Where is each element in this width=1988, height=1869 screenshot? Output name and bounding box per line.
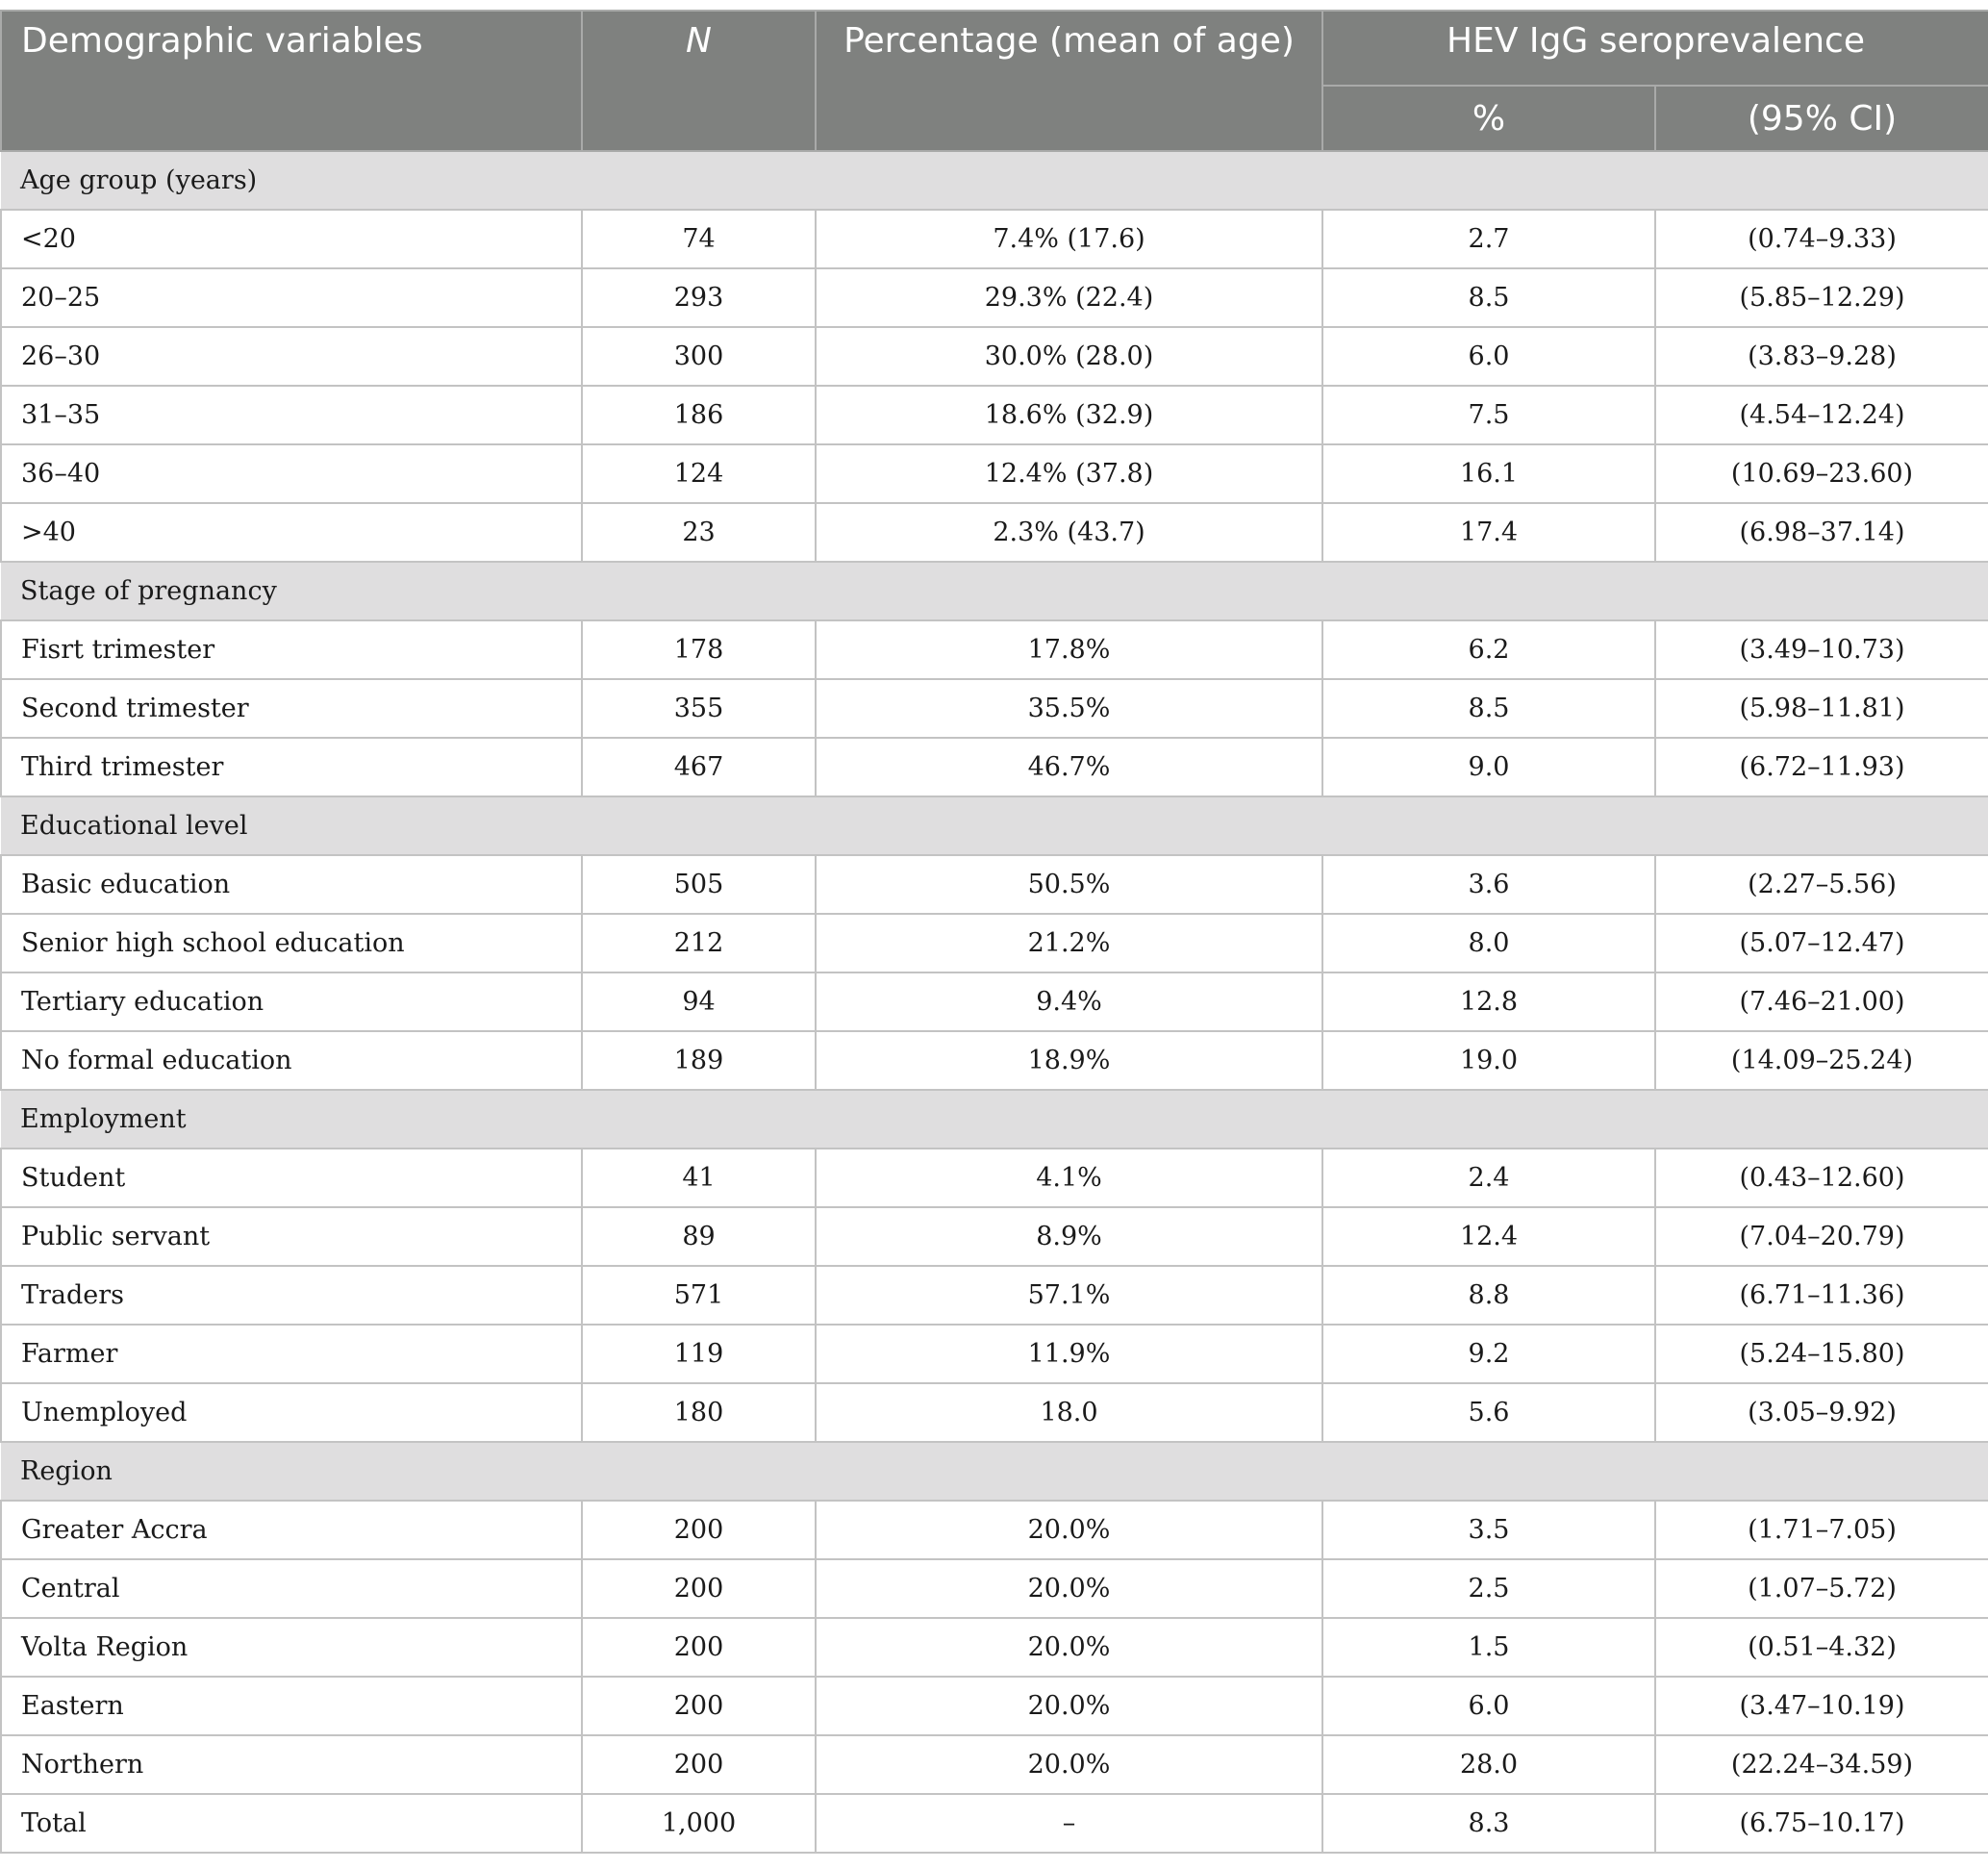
cell-percentage: 20.0% xyxy=(816,1618,1322,1677)
cell-n: 200 xyxy=(582,1677,816,1735)
cell-seroprevalence: 8.0 xyxy=(1322,914,1655,972)
table-row xyxy=(1,1559,1988,1618)
cell-seroprevalence: 9.0 xyxy=(1322,738,1655,796)
cell-confidence-interval: (7.46–21.00) xyxy=(1655,972,1988,1031)
table-row xyxy=(1,855,1988,914)
cell-confidence-interval: (3.83–9.28) xyxy=(1655,327,1988,386)
cell-seroprevalence: 8.8 xyxy=(1322,1266,1655,1325)
table-row xyxy=(1,914,1988,972)
cell-variable: No formal education xyxy=(1,1031,582,1090)
cell-confidence-interval: (4.54–12.24) xyxy=(1655,386,1988,444)
group-title: Region xyxy=(1,1442,1988,1501)
table-row xyxy=(1,1266,1988,1325)
cell-n: 200 xyxy=(582,1501,816,1559)
cell-confidence-interval: (10.69–23.60) xyxy=(1655,444,1988,503)
cell-confidence-interval: (3.47–10.19) xyxy=(1655,1677,1988,1735)
header-demographic-variables: Demographic variables xyxy=(1,11,582,151)
cell-variable: Unemployed xyxy=(1,1383,582,1442)
cell-seroprevalence: 17.4 xyxy=(1322,503,1655,562)
cell-n: 23 xyxy=(582,503,816,562)
cell-n: 467 xyxy=(582,738,816,796)
cell-percentage: 9.4% xyxy=(816,972,1322,1031)
cell-seroprevalence: 12.4 xyxy=(1322,1207,1655,1266)
cell-percentage: 29.3% (22.4) xyxy=(816,268,1322,327)
cell-seroprevalence: 1.5 xyxy=(1322,1618,1655,1677)
group-title: Age group (years) xyxy=(1,151,1988,210)
cell-n: 200 xyxy=(582,1735,816,1794)
cell-n: 293 xyxy=(582,268,816,327)
cell-variable: Senior high school education xyxy=(1,914,582,972)
cell-confidence-interval: (3.05–9.92) xyxy=(1655,1383,1988,1442)
cell-n: 200 xyxy=(582,1618,816,1677)
cell-percentage: 11.9% xyxy=(816,1325,1322,1383)
cell-confidence-interval: (6.75–10.17) xyxy=(1655,1794,1988,1853)
cell-n: 355 xyxy=(582,679,816,738)
cell-seroprevalence: 2.7 xyxy=(1322,210,1655,268)
table-row xyxy=(1,268,1988,327)
cell-confidence-interval: (14.09–25.24) xyxy=(1655,1031,1988,1090)
cell-seroprevalence: 8.5 xyxy=(1322,679,1655,738)
table-row xyxy=(1,1207,1988,1266)
cell-variable: Northern xyxy=(1,1735,582,1794)
cell-variable: Basic education xyxy=(1,855,582,914)
cell-percentage: 20.0% xyxy=(816,1559,1322,1618)
cell-confidence-interval: (1.07–5.72) xyxy=(1655,1559,1988,1618)
cell-variable: Central xyxy=(1,1559,582,1618)
cell-confidence-interval: (22.24–34.59) xyxy=(1655,1735,1988,1794)
cell-confidence-interval: (2.27–5.56) xyxy=(1655,855,1988,914)
cell-n: 94 xyxy=(582,972,816,1031)
cell-variable: Tertiary education xyxy=(1,972,582,1031)
cell-variable: Greater Accra xyxy=(1,1501,582,1559)
table-row xyxy=(1,1031,1988,1090)
group-title: Employment xyxy=(1,1090,1988,1149)
cell-seroprevalence: 9.2 xyxy=(1322,1325,1655,1383)
cell-percentage: 20.0% xyxy=(816,1501,1322,1559)
cell-confidence-interval: (5.24–15.80) xyxy=(1655,1325,1988,1383)
cell-percentage: – xyxy=(816,1794,1322,1853)
cell-seroprevalence: 16.1 xyxy=(1322,444,1655,503)
table-row xyxy=(1,620,1988,679)
table-row xyxy=(1,503,1988,562)
cell-confidence-interval: (0.51–4.32) xyxy=(1655,1618,1988,1677)
cell-percentage: 7.4% (17.6) xyxy=(816,210,1322,268)
cell-percentage: 20.0% xyxy=(816,1677,1322,1735)
table-row xyxy=(1,444,1988,503)
table-header xyxy=(1,11,1988,151)
cell-percentage: 50.5% xyxy=(816,855,1322,914)
header-hev-igg-seroprevalence: HEV IgG seroprevalence xyxy=(1322,11,1988,86)
cell-seroprevalence: 2.5 xyxy=(1322,1559,1655,1618)
cell-seroprevalence: 8.5 xyxy=(1322,268,1655,327)
cell-seroprevalence: 28.0 xyxy=(1322,1735,1655,1794)
cell-confidence-interval: (5.98–11.81) xyxy=(1655,679,1988,738)
cell-percentage: 57.1% xyxy=(816,1266,1322,1325)
table-row xyxy=(1,1618,1988,1677)
cell-variable: Fisrt trimester xyxy=(1,620,582,679)
cell-percentage: 12.4% (37.8) xyxy=(816,444,1322,503)
cell-percentage: 30.0% (28.0) xyxy=(816,327,1322,386)
group-header-row xyxy=(1,796,1988,855)
table-row xyxy=(1,738,1988,796)
cell-confidence-interval: (6.71–11.36) xyxy=(1655,1266,1988,1325)
cell-variable: 26–30 xyxy=(1,327,582,386)
cell-n: 212 xyxy=(582,914,816,972)
table-row xyxy=(1,1325,1988,1383)
cell-seroprevalence: 6.2 xyxy=(1322,620,1655,679)
table-row xyxy=(1,386,1988,444)
table-row xyxy=(1,210,1988,268)
cell-variable: 31–35 xyxy=(1,386,582,444)
group-header-row xyxy=(1,1090,1988,1149)
cell-n: 178 xyxy=(582,620,816,679)
cell-variable: 20–25 xyxy=(1,268,582,327)
cell-confidence-interval: (7.04–20.79) xyxy=(1655,1207,1988,1266)
table-row xyxy=(1,1735,1988,1794)
cell-variable: Eastern xyxy=(1,1677,582,1735)
table-row xyxy=(1,1501,1988,1559)
cell-variable: Public servant xyxy=(1,1207,582,1266)
table-row xyxy=(1,679,1988,738)
cell-n: 505 xyxy=(582,855,816,914)
cell-confidence-interval: (6.72–11.93) xyxy=(1655,738,1988,796)
cell-percentage: 21.2% xyxy=(816,914,1322,972)
group-header-row xyxy=(1,1442,1988,1501)
cell-variable: Third trimester xyxy=(1,738,582,796)
cell-seroprevalence: 12.8 xyxy=(1322,972,1655,1031)
table-row xyxy=(1,1677,1988,1735)
cell-variable: Total xyxy=(1,1794,582,1853)
table-row xyxy=(1,972,1988,1031)
cell-seroprevalence: 6.0 xyxy=(1322,327,1655,386)
cell-percentage: 20.0% xyxy=(816,1735,1322,1794)
cell-seroprevalence: 3.5 xyxy=(1322,1501,1655,1559)
cell-seroprevalence: 7.5 xyxy=(1322,386,1655,444)
cell-confidence-interval: (1.71–7.05) xyxy=(1655,1501,1988,1559)
cell-percentage: 17.8% xyxy=(816,620,1322,679)
header-percentage: Percentage (mean of age) xyxy=(816,11,1322,151)
group-title: Educational level xyxy=(1,796,1988,855)
cell-variable: >40 xyxy=(1,503,582,562)
cell-n: 119 xyxy=(582,1325,816,1383)
cell-seroprevalence: 6.0 xyxy=(1322,1677,1655,1735)
cell-n: 1,000 xyxy=(582,1794,816,1853)
group-header-row xyxy=(1,562,1988,620)
table-row xyxy=(1,1149,1988,1207)
table-body xyxy=(1,151,1988,1853)
cell-variable: Second trimester xyxy=(1,679,582,738)
cell-variable: Traders xyxy=(1,1266,582,1325)
cell-percentage: 18.6% (32.9) xyxy=(816,386,1322,444)
cell-percentage: 35.5% xyxy=(816,679,1322,738)
cell-n: 200 xyxy=(582,1559,816,1618)
cell-n: 189 xyxy=(582,1031,816,1090)
cell-n: 41 xyxy=(582,1149,816,1207)
cell-seroprevalence: 19.0 xyxy=(1322,1031,1655,1090)
cell-confidence-interval: (6.98–37.14) xyxy=(1655,503,1988,562)
header-confidence-interval: (95% CI) xyxy=(1655,86,1988,151)
cell-confidence-interval: (3.49–10.73) xyxy=(1655,620,1988,679)
cell-percentage: 18.9% xyxy=(816,1031,1322,1090)
group-header-row xyxy=(1,151,1988,210)
cell-percentage: 8.9% xyxy=(816,1207,1322,1266)
cell-variable: <20 xyxy=(1,210,582,268)
cell-confidence-interval: (0.74–9.33) xyxy=(1655,210,1988,268)
cell-seroprevalence: 5.6 xyxy=(1322,1383,1655,1442)
cell-n: 89 xyxy=(582,1207,816,1266)
total-row xyxy=(1,1794,1988,1853)
seroprevalence-table xyxy=(0,10,1988,1854)
cell-percentage: 46.7% xyxy=(816,738,1322,796)
header-n: N xyxy=(582,11,816,151)
cell-n: 124 xyxy=(582,444,816,503)
table-row xyxy=(1,1383,1988,1442)
cell-confidence-interval: (5.07–12.47) xyxy=(1655,914,1988,972)
cell-percentage: 2.3% (43.7) xyxy=(816,503,1322,562)
header-seroprevalence-percent: % xyxy=(1322,86,1655,151)
cell-n: 180 xyxy=(582,1383,816,1442)
cell-variable: Student xyxy=(1,1149,582,1207)
cell-confidence-interval: (0.43–12.60) xyxy=(1655,1149,1988,1207)
cell-seroprevalence: 3.6 xyxy=(1322,855,1655,914)
cell-n: 300 xyxy=(582,327,816,386)
cell-confidence-interval: (5.85–12.29) xyxy=(1655,268,1988,327)
cell-variable: 36–40 xyxy=(1,444,582,503)
cell-percentage: 18.0 xyxy=(816,1383,1322,1442)
table-row xyxy=(1,327,1988,386)
cell-variable: Farmer xyxy=(1,1325,582,1383)
cell-n: 186 xyxy=(582,386,816,444)
cell-n: 571 xyxy=(582,1266,816,1325)
group-title: Stage of pregnancy xyxy=(1,562,1988,620)
cell-seroprevalence: 2.4 xyxy=(1322,1149,1655,1207)
cell-seroprevalence: 8.3 xyxy=(1322,1794,1655,1853)
cell-percentage: 4.1% xyxy=(816,1149,1322,1207)
cell-n: 74 xyxy=(582,210,816,268)
cell-variable: Volta Region xyxy=(1,1618,582,1677)
